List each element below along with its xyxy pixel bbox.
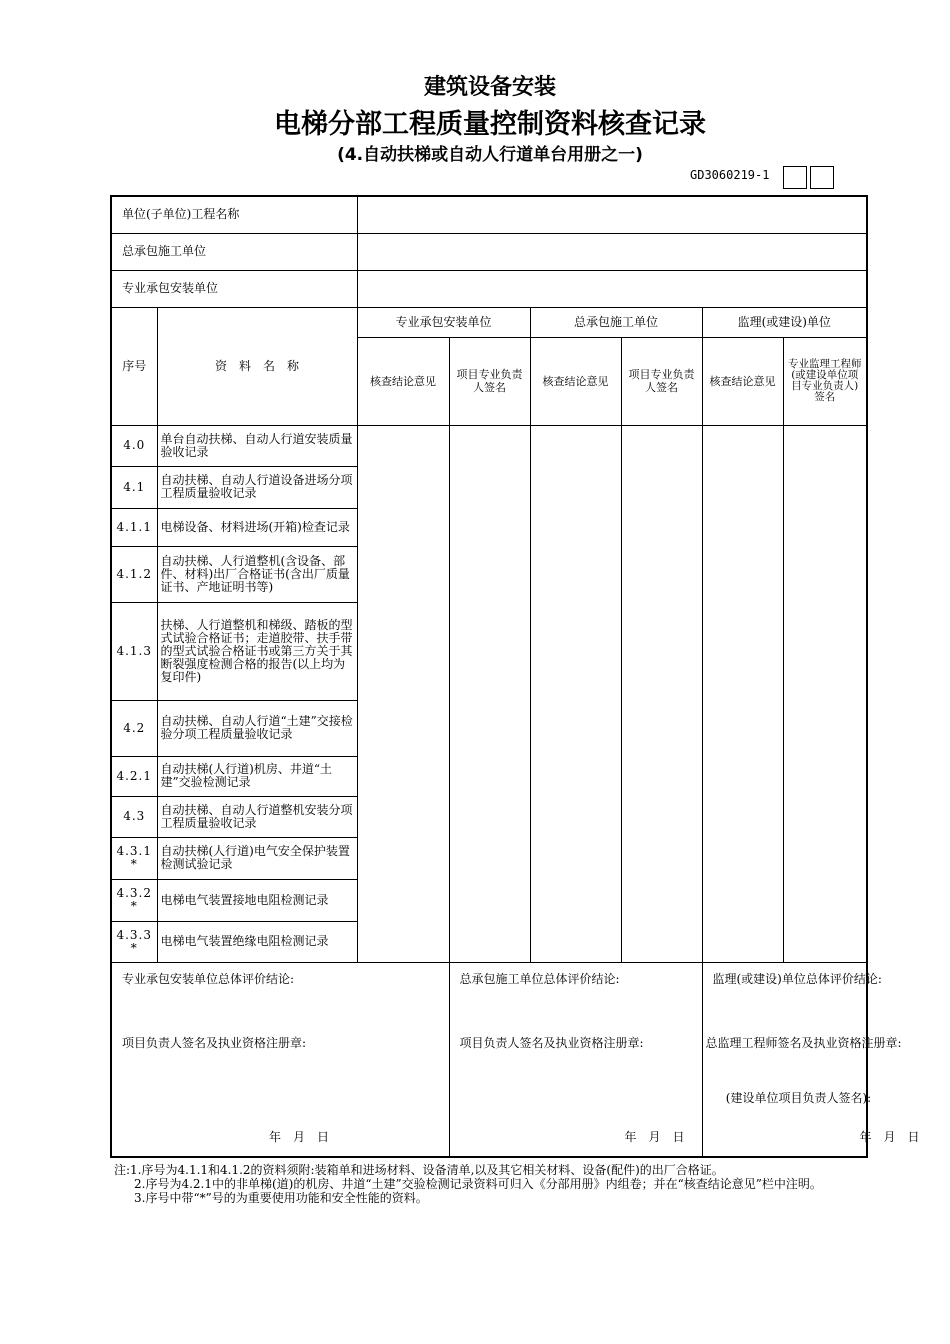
col-group-contractor: 总承包施工单位 <box>530 307 702 337</box>
table-row <box>111 425 867 466</box>
summary-contractor[interactable] <box>449 962 702 1157</box>
info-label-installer: 专业承包安装单位 <box>111 270 357 307</box>
check-cell-6[interactable] <box>783 425 867 962</box>
col-sub-6: 专业监理工程师(或建设单位项目专业负责人)签名 <box>783 337 867 425</box>
info-label-project: 单位(子单位)工程名称 <box>111 196 357 233</box>
row-seq: 4.2 <box>111 700 157 756</box>
row-seq: 4.1.3 <box>111 602 157 700</box>
row-seq: 4.0 <box>111 425 157 466</box>
category-title: 建筑设备安装 <box>423 75 556 100</box>
row-seq: 4.1.1 <box>111 508 157 546</box>
code-box-2[interactable] <box>810 166 834 189</box>
row-seq: 4.3 <box>111 796 157 837</box>
row-name: 扶梯、人行道整机和梯级、踏板的型式试验合格证书；走道胶带、扶手带的型式试验合格证书或第三方关于其断裂强度检测合格的报告(以上均为复印件) <box>157 602 357 700</box>
row-seq: 4.1 <box>111 466 157 508</box>
row-name: 自动扶梯、自动人行道设备进场分项工程质量验收记录 <box>157 466 357 508</box>
check-cell-5[interactable] <box>702 425 783 962</box>
row-seq-mark: * <box>130 899 138 913</box>
note-3: 3.序号中带“*”号的为重要使用功能和安全性能的资料。 <box>134 1191 428 1205</box>
summary-row <box>111 962 867 1157</box>
row-seq <box>111 879 157 921</box>
row-name: 电梯电气装置绝缘电阻检测记录 <box>157 921 357 962</box>
summary-supervisor-extra: (建设单位项目负责人签名): <box>725 1090 872 1105</box>
col-sub-3: 核查结论意见 <box>530 337 621 425</box>
row-seq-number: 4.3.2 <box>116 886 153 900</box>
check-cell-4[interactable] <box>621 425 702 962</box>
row-name: 自动扶梯、人行道整机(含设备、部件、材料)出厂合格证书(含出厂质量证书、产地证明书等) <box>157 546 357 602</box>
row-seq: 4.1.2 <box>111 546 157 602</box>
summary-installer-title: 专业承包安装单位总体评价结论: <box>122 971 295 986</box>
summary-installer-sign: 项目负责人签名及执业资格注册章: <box>122 1035 307 1050</box>
info-label-contractor: 总承包施工单位 <box>111 233 357 270</box>
row-name: 电梯电气装置接地电阻检测记录 <box>157 879 357 921</box>
col-sub-5: 核查结论意见 <box>702 337 783 425</box>
row-name: 自动扶梯(人行道)机房、井道“土建”交验检测记录 <box>157 756 357 796</box>
row-seq-mark: * <box>130 940 138 955</box>
page-subtitle: (4.自动扶梯或自动人行道单台用册之一) <box>337 145 643 165</box>
summary-supervisor-title: 监理(或建设)单位总体评价结论: <box>712 971 882 986</box>
col-header-name: 资 料 名 称 <box>157 307 357 425</box>
summary-supervisor-sign: 总监理工程师签名及执业资格注册章: <box>705 1035 902 1050</box>
check-cell-3[interactable] <box>530 425 621 962</box>
check-cell-1[interactable] <box>357 425 449 962</box>
row-name: 电梯设备、材料进场(开箱)检查记录 <box>157 508 357 546</box>
note-2: 2.序号为4.2.1中的非单梯(道)的机房、井道“土建”交验检测记录资料可归入《分部用册》内组卷；并在“核查结论意见”栏中注明。 <box>134 1177 822 1191</box>
record-table <box>110 195 920 1158</box>
row-seq <box>111 921 157 962</box>
notes <box>114 1163 864 1205</box>
col-sub-4: 项目专业负责人签名 <box>621 337 702 425</box>
row-name: 自动扶梯(人行道)电气安全保护装置检测试验记录 <box>157 837 357 879</box>
row-name: 自动扶梯、自动人行道“土建”交接检验分项工程质量验收记录 <box>157 700 357 756</box>
row-name: 单台自动扶梯、自动人行道安装质量验收记录 <box>157 425 357 466</box>
form-code: GD3060219-1 <box>690 168 770 182</box>
info-value-contractor[interactable] <box>357 233 867 270</box>
info-value-installer[interactable] <box>357 270 867 307</box>
col-header-seq: 序号 <box>111 307 157 425</box>
col-sub-1: 核查结论意见 <box>357 337 449 425</box>
col-group-installer: 专业承包安装单位 <box>357 307 530 337</box>
summary-installer-date: 年 月 日 <box>269 1129 330 1144</box>
col-sub-2: 项目专业负责人签名 <box>449 337 530 425</box>
row-seq: 4.2.1 <box>111 756 157 796</box>
code-box-1[interactable] <box>783 166 807 189</box>
summary-installer[interactable] <box>111 962 449 1157</box>
check-cell-2[interactable] <box>449 425 530 962</box>
summary-supervisor-date: 年 月 日 <box>859 1129 920 1144</box>
info-value-project[interactable] <box>357 196 867 233</box>
row-seq-number: 4.3.3 <box>116 927 153 942</box>
page-title: 电梯分部工程质量控制资料核查记录 <box>274 109 706 140</box>
row-name: 自动扶梯、自动人行道整机安装分项工程质量验收记录 <box>157 796 357 837</box>
row-seq-mark: * <box>130 857 138 871</box>
row-seq <box>111 837 157 879</box>
col-group-supervisor: 监理(或建设)单位 <box>702 307 867 337</box>
summary-supervisor[interactable] <box>702 962 920 1157</box>
row-seq-number: 4.3.1 <box>116 844 153 858</box>
note-1: 注:1.序号为4.1.1和4.1.2的资料须附:装箱单和进场材料、设备清单,以及其它相关材料、设备(配件)的出厂合格证。 <box>114 1163 724 1177</box>
summary-contractor-sign: 项目负责人签名及执业资格注册章: <box>459 1035 644 1050</box>
summary-contractor-title: 总承包施工单位总体评价结论: <box>459 971 620 986</box>
summary-contractor-date: 年 月 日 <box>624 1129 685 1144</box>
